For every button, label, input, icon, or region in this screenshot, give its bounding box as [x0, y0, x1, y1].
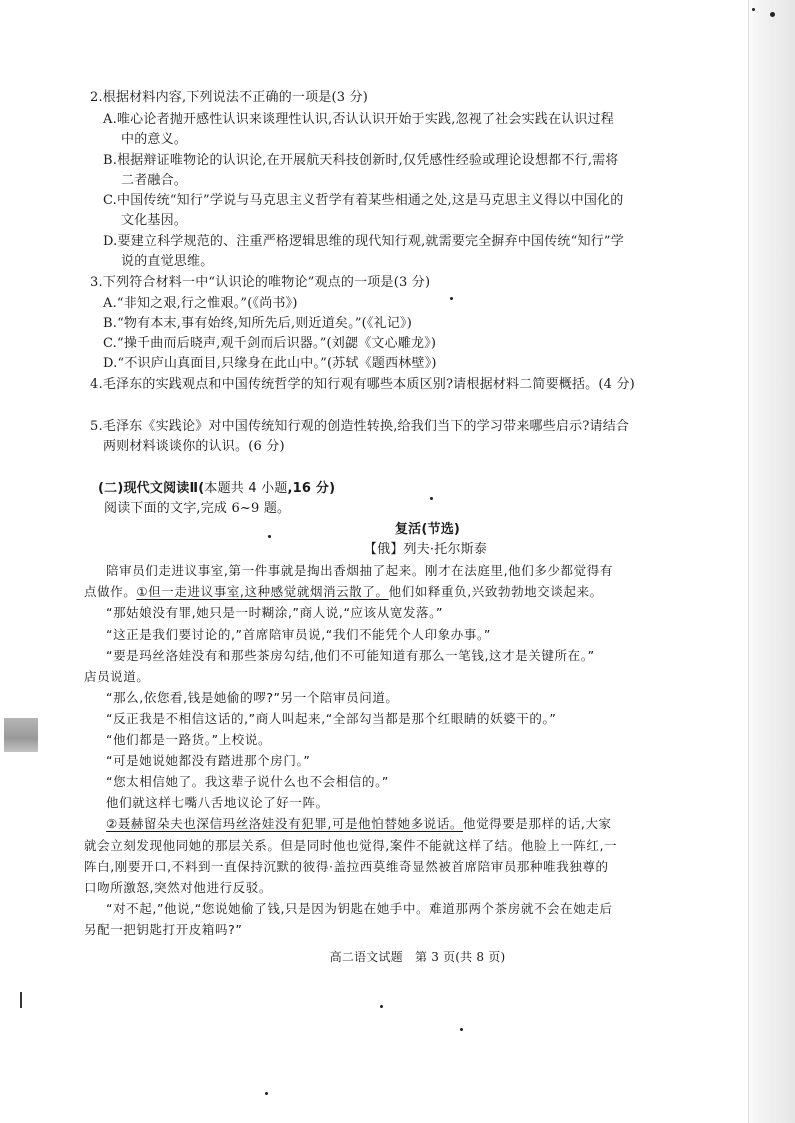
scan-gray-mark — [4, 718, 38, 752]
passage-title — [0, 521, 795, 539]
q2-option-d: D.要建立科学规范的、注重严格逻辑思维的现代知行观,就需要完全摒弃中国传统“知行”学 — [103, 234, 624, 249]
underlined-sentence-1: ①但一走进议事室,这种感觉就烟消云散了。 — [136, 584, 389, 599]
q2-option-c-cont: 文化基因。 — [121, 213, 188, 228]
story-paragraph-cont: 口吻所激怒,突然对他进行反驳。 — [84, 880, 272, 895]
q3-stem: 3.下列符合材料一中“认识论的唯物论”观点的一项是(3 分) — [90, 275, 431, 290]
story-text: 他觉得要是那样的话,大家 — [462, 816, 612, 831]
scan-speck — [450, 297, 453, 300]
story-dialogue: “可是她说她都没有踏进那个房门。” — [106, 753, 311, 768]
story-text: 他们如释重负,兴致勃勃地交谈起来。 — [388, 584, 603, 599]
story-dialogue: “这正是我们要讨论的,”首席陪审员说,“我们不能凭个人印象办事。” — [106, 627, 491, 642]
story-paragraph-cont: 就会立刻发现他同她的那层关系。但是同时他也觉得,案件不能就这样了结。他脸上一阵红,一 — [84, 838, 618, 853]
q2-stem: 2.根据材料内容,下列说法不正确的一项是(3 分) — [90, 90, 369, 105]
passage-author — [0, 541, 795, 559]
scan-speck — [460, 1028, 463, 1031]
q2-option-c: C.中国传统“知行”学说与马克思主义哲学有着某些相通之处,这是马克思主义得以中国化的 — [103, 193, 624, 208]
q3-option-d: D.“不识庐山真面目,只缘身在此山中。”(苏轼《题西林壁》) — [103, 356, 437, 371]
passage-author-text: 【俄】列夫·托尔斯泰 — [363, 542, 488, 557]
section-heading — [98, 480, 335, 498]
section-heading-bold: (二)现代文阅读Ⅱ( — [98, 481, 205, 496]
scan-mark — [20, 992, 22, 1008]
q5-stem: 5.毛泽东《实践论》对中国传统知行观的创造性转换,给我们当下的学习带来哪些启示?请结合 — [90, 419, 630, 434]
q2-option-a-cont: 中的意义。 — [121, 132, 188, 147]
story-paragraph-cont: 阵白,刚要开口,不料到一直保持沉默的彼得·盖拉西莫维奇显然被首席陪审员那种唯我独尊的 — [84, 859, 609, 874]
scan-speck — [380, 1005, 383, 1008]
passage-title-text: 复活(节选) — [394, 522, 461, 537]
q3-option-c: C.“操千曲而后晓声,观千剑而后识器。”(刘勰《文心雕龙》) — [103, 336, 437, 351]
q3-option-a: A.“非知之艰,行之惟艰。”(《尚书》) — [103, 296, 298, 311]
page-footer-text: 高二语文试题 第 3 页(共 8 页) — [329, 950, 506, 964]
story-dialogue: “对不起,”他说,“您说她偷了钱,只是因为钥匙在她手中。难道那两个茶房就不会在她走后 — [106, 901, 613, 916]
scan-speck — [265, 1092, 268, 1095]
scan-speck — [430, 497, 433, 500]
q2-option-d-cont: 说的直觉思维。 — [121, 254, 214, 269]
story-dialogue: “那么,依您看,钱是她偷的啰?”另一个陪审员问道。 — [106, 690, 399, 705]
underlined-sentence-2: ②聂赫留朵夫也深信玛丝洛娃没有犯罪,可是他怕替她多说话。 — [106, 816, 463, 831]
q5-stem-cont: 两则材料谈谈你的认识。(6 分) — [103, 439, 285, 454]
section-heading-count: 本题共 4 小题 — [204, 481, 288, 496]
scan-speck — [752, 8, 755, 11]
q2-option-a: A.唯心论者抛开感性认识来谈理性认识,否认认识开始于实践,忽视了社会实践在认识过程 — [103, 112, 614, 127]
story-dialogue: “他们都是一路货。”上校说。 — [106, 732, 272, 747]
page-footer — [0, 948, 795, 966]
q4-stem: 4.毛泽东的实践观点和中国传统哲学的知行观有哪些本质区别?请根据材料二简要概括。(4 分) — [90, 377, 635, 392]
story-dialogue: “要是玛丝洛娃没有和那些茶房勾结,他们不可能知道有那么一笔钱,这才是关键所在。” — [106, 648, 595, 663]
story-paragraph — [106, 815, 612, 833]
scan-speck — [770, 12, 775, 17]
q2-option-b: B.根据辩证唯物论的认识论,在开展航天科技创新时,仅凭感性经验或理论设想都不行,需将 — [103, 153, 619, 168]
story-paragraph-cont — [84, 583, 603, 601]
story-dialogue: “反正我是不相信这话的,”商人叫起来,“全部勾当都是那个红眼睛的妖婆干的。” — [106, 711, 557, 726]
story-dialogue-cont: 另配一把钥匙打开皮箱吗?” — [84, 922, 243, 937]
story-paragraph: 陪审员们走进议事室,第一件事就是掏出香烟抽了起来。刚才在法庭里,他们多少都觉得有 — [106, 563, 613, 578]
q2-option-b-cont: 二者融合。 — [121, 173, 188, 188]
story-dialogue: “那姑娘没有罪,她只是一时糊涂,”商人说,“应该从宽发落。” — [106, 605, 444, 620]
story-paragraph: 他们就这样七嘴八舌地议论了好一阵。 — [106, 795, 329, 810]
q3-option-b: B.“物有本末,事有始终,知所先后,则近道矣。”(《礼记》) — [103, 316, 413, 331]
section-instruction: 阅读下面的文字,完成 6~9 题。 — [104, 501, 291, 516]
story-text: 点做作。 — [84, 584, 137, 599]
story-dialogue: “您太相信她了。我这辈子说什么也不会相信的。” — [106, 774, 390, 789]
section-heading-score: ,16 分) — [287, 481, 336, 496]
story-dialogue-cont: 店员说道。 — [84, 669, 150, 684]
